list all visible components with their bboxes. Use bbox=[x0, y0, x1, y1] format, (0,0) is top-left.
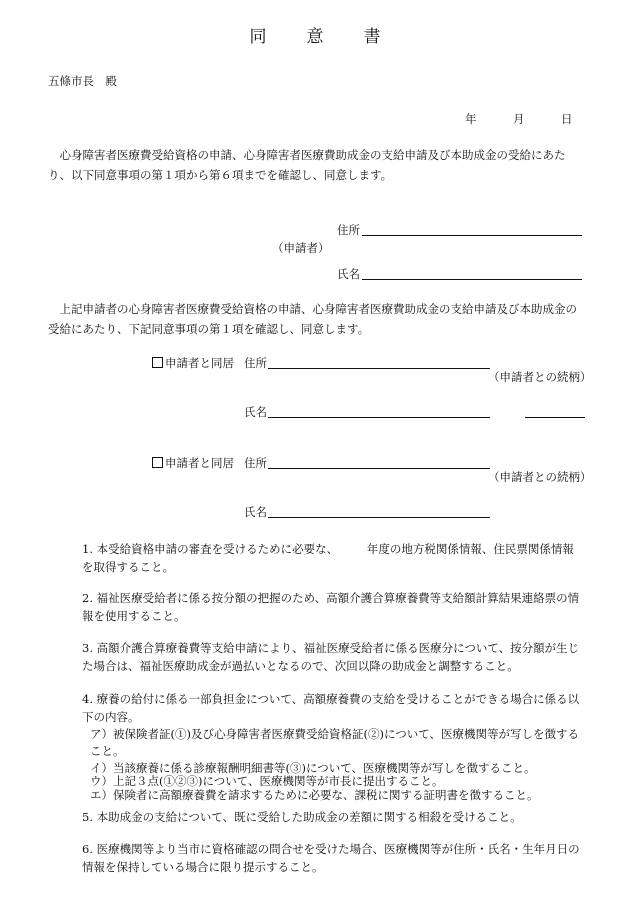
checkbox-icon[interactable] bbox=[152, 357, 163, 368]
title-char: 同 bbox=[249, 27, 267, 47]
checkbox-label: 申請者と同居 bbox=[165, 456, 234, 470]
subitem-text: 被保険者証(①)及び心身障害者医療費受給資格証(②)について、医療機関等が写しを徴すること。 bbox=[90, 727, 579, 758]
consent-subitem-a bbox=[90, 726, 584, 760]
household-2-name-field[interactable] bbox=[268, 517, 490, 518]
applicant-address-label: 住所 bbox=[337, 223, 360, 237]
household-1-cohabit-checkbox[interactable] bbox=[152, 355, 234, 371]
intro-paragraph: 心身障害者医療費受給資格の申請、心身障害者医療費助成金の支給申請及び本助成金の受給にあたり、以下同意事項の第１項から第６項までを確認し、同意します。 bbox=[48, 148, 566, 182]
item-number: 4. bbox=[82, 692, 93, 706]
item-number: 3. bbox=[82, 641, 93, 655]
item-text: 本助成金の支給について、既に受給した助成金の差額に関する相殺を受けること。 bbox=[96, 810, 522, 824]
date-year-label: 年 bbox=[465, 112, 477, 126]
household-1-address-field[interactable] bbox=[268, 368, 490, 369]
subitem-text: 当該療養に係る診療報酬明細書等(③)について、医療機関等が写しを徴すること。 bbox=[113, 761, 536, 775]
subitem-text: 上記３点(①②③)について、医療機関等が市長に提出すること。 bbox=[113, 774, 444, 788]
item-number: 1. bbox=[82, 542, 93, 556]
applicant-name-label: 氏名 bbox=[337, 267, 360, 281]
consent-item-1 bbox=[82, 541, 584, 576]
title-char: 意 bbox=[306, 27, 324, 47]
checkbox-label: 申請者と同居 bbox=[165, 356, 234, 370]
consent-subitem-d bbox=[90, 787, 584, 804]
household-1-address-label: 住所 bbox=[244, 356, 267, 370]
item-text: 高額介護合算療養費等支給申請により、福祉医療受給者に係る医療分について、按分額が生じた場合は、福祉医療助成金が過払いとなるので、次回以降の助成金と調整すること。 bbox=[82, 641, 580, 673]
subitem-mark: イ） bbox=[90, 761, 113, 775]
subitem-mark: ウ） bbox=[90, 774, 113, 788]
household-1-relation-label: （申請者との続柄） bbox=[488, 370, 592, 384]
addressee: 五條市長 殿 bbox=[48, 74, 117, 88]
date-day-label: 日 bbox=[561, 112, 573, 126]
household-2-name-label: 氏名 bbox=[244, 505, 267, 519]
item-text: 福祉医療受給者に係る按分額の把握のため、高額介護合算療養費等支給額計算結果連絡票の情報を使用すること。 bbox=[82, 591, 580, 623]
consent-item-3 bbox=[82, 640, 584, 675]
applicant-role-label: （申請者） bbox=[272, 241, 330, 255]
household-2-address-label: 住所 bbox=[244, 456, 267, 470]
household-2-cohabit-checkbox[interactable] bbox=[152, 455, 234, 471]
item-number: 6. bbox=[82, 842, 93, 856]
subitem-text: 保険者に高額療養費を請求するために必要な、課税に関する証明書を徴すること。 bbox=[113, 788, 539, 802]
household-1-name-label: 氏名 bbox=[244, 405, 267, 419]
title-char: 書 bbox=[363, 27, 381, 47]
consent-item-6 bbox=[82, 841, 584, 876]
consent-item-2 bbox=[82, 590, 584, 625]
item-text: 医療機関等より当市に資格確認の問合せを受けた場合、医療機関等が住所・氏名・生年月日の情報を保持している場合に限り提示すること。 bbox=[82, 842, 580, 874]
applicant-address-field[interactable] bbox=[362, 235, 582, 236]
date-month-label: 月 bbox=[513, 112, 525, 126]
household-intro-paragraph: 上記申請者の心身障害者医療費受給資格の申請、心身障害者医療費助成金の支給申請及び本助成金の受給にあたり、下記同意事項の第１項を確認し、同意します。 bbox=[48, 302, 577, 336]
subitem-mark: ア） bbox=[90, 727, 113, 741]
household-1-relation-field[interactable] bbox=[525, 417, 585, 418]
checkbox-icon[interactable] bbox=[152, 457, 163, 468]
item-text: 本受給資格申請の審査を受けるために必要な、 年度の地方税関係情報、住民票関係情報を取得すること。 bbox=[82, 542, 574, 574]
item-number: 2. bbox=[82, 591, 93, 605]
document-title bbox=[0, 22, 630, 47]
consent-item-4 bbox=[82, 691, 584, 726]
applicant-name-field[interactable] bbox=[362, 279, 582, 280]
household-2-address-field[interactable] bbox=[268, 468, 490, 469]
consent-item-5 bbox=[82, 809, 584, 827]
subitem-mark: エ） bbox=[90, 788, 113, 802]
item-number: 5. bbox=[82, 810, 93, 824]
household-1-name-field[interactable] bbox=[268, 417, 490, 418]
household-2-relation-label: （申請者との続柄） bbox=[488, 470, 592, 484]
item-text: 療養の給付に係る一部負担金について、高額療養費の支給を受けることができる場合に係る以下の内容。 bbox=[82, 692, 580, 724]
